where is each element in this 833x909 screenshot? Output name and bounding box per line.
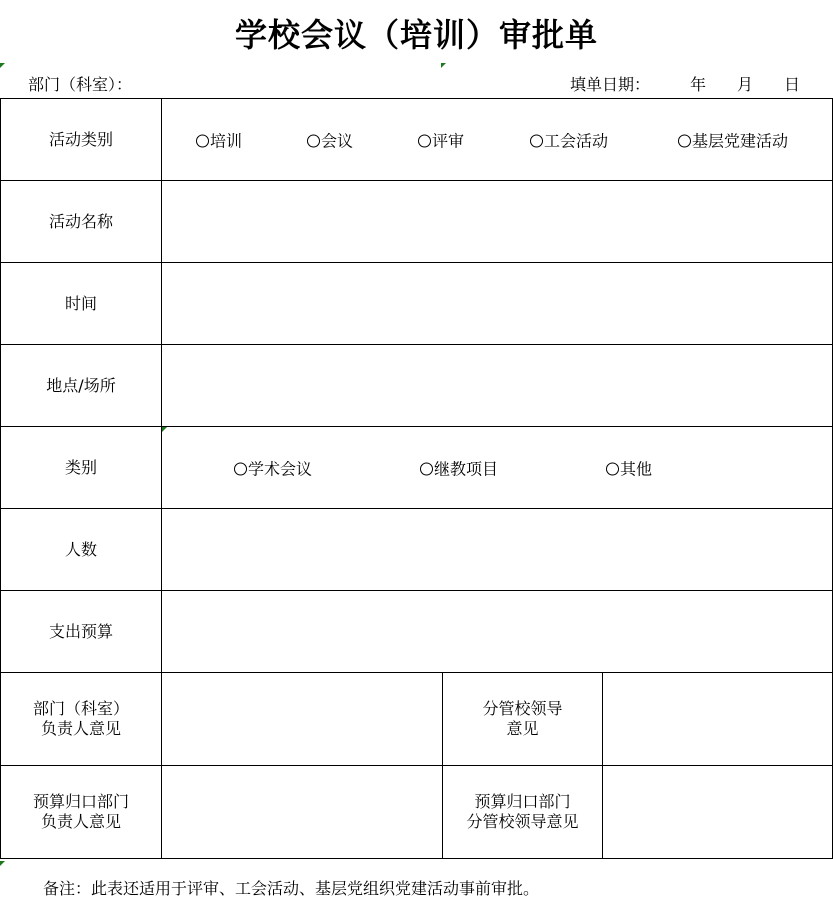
page-title: 学校会议（培训）审批单: [234, 16, 598, 54]
option-meeting[interactable]: 会议: [307, 128, 353, 151]
dept-opinion-field[interactable]: [162, 673, 443, 766]
budget-dept-opinion-label-line1: 预算归口部门: [32, 792, 129, 811]
option-other[interactable]: 其他: [606, 456, 652, 479]
leader-opinion-label-line1: 分管校领导: [482, 699, 563, 718]
leader-opinion-label: [443, 673, 603, 766]
budget-leader-opinion-label: [443, 766, 603, 859]
dept-opinion-label-line2: 负责人意见: [40, 719, 121, 738]
date-year-label: 年: [690, 75, 707, 94]
location-label: 地点/场所: [1, 345, 162, 427]
dept-opinion-row: [1, 673, 833, 766]
category-options: [162, 427, 833, 509]
time-row: [1, 263, 833, 345]
fill-date-label: 填单日期：: [570, 75, 651, 94]
budget-dept-opinion-field[interactable]: [162, 766, 443, 859]
cell-marker: [0, 63, 5, 68]
radio-icon[interactable]: [307, 134, 320, 147]
radio-icon[interactable]: [420, 462, 433, 475]
radio-icon[interactable]: [606, 462, 619, 475]
activity-name-label: 活动名称: [1, 181, 162, 263]
budget-dept-opinion-label: [1, 766, 162, 859]
option-training[interactable]: 培训: [196, 128, 242, 151]
option-union-activity[interactable]: 工会活动: [530, 128, 608, 151]
cell-marker: [441, 63, 446, 68]
headcount-row: [1, 509, 833, 591]
option-cont-education[interactable]: 继教项目: [420, 456, 498, 479]
headcount-field[interactable]: [162, 509, 833, 591]
date-month-label: 月: [737, 75, 754, 94]
radio-icon[interactable]: [196, 134, 209, 147]
footnote: 备注：此表还适用于评审、工会活动、基层党组织党建活动事前审批。: [43, 879, 540, 898]
option-party-building[interactable]: 基层党建活动: [678, 128, 788, 151]
budget-field[interactable]: [162, 591, 833, 673]
activity-type-label: 活动类别: [1, 99, 162, 181]
leader-opinion-label-line2: 意见: [506, 719, 539, 738]
activity-name-field[interactable]: [162, 181, 833, 263]
radio-icon[interactable]: [678, 134, 691, 147]
budget-leader-opinion-field[interactable]: [603, 766, 833, 859]
headcount-label: 人数: [1, 509, 162, 591]
dept-opinion-label: [1, 673, 162, 766]
budget-dept-opinion-row: [1, 766, 833, 859]
budget-dept-opinion-label-line2: 负责人意见: [40, 812, 121, 831]
date-day-label: 日: [784, 75, 801, 94]
budget-leader-opinion-label-line1: 预算归口部门: [474, 792, 571, 811]
activity-type-row: [1, 99, 833, 181]
dept-opinion-label-line1: 部门（科室）: [32, 699, 129, 718]
location-row: [1, 345, 833, 427]
time-field[interactable]: [162, 263, 833, 345]
budget-leader-opinion-label-line2: 分管校领导意见: [466, 812, 579, 831]
radio-icon[interactable]: [418, 134, 431, 147]
cell-marker: [0, 861, 5, 866]
leader-opinion-field[interactable]: [603, 673, 833, 766]
approval-form-table: [0, 98, 833, 859]
radio-icon[interactable]: [234, 462, 247, 475]
budget-row: [1, 591, 833, 673]
location-field[interactable]: [162, 345, 833, 427]
activity-type-options: [162, 99, 833, 181]
activity-name-row: [1, 181, 833, 263]
department-label: 部门（科室）：: [28, 75, 133, 94]
radio-icon[interactable]: [530, 134, 543, 147]
category-label: 类别: [1, 427, 162, 509]
category-row: [1, 427, 833, 509]
budget-label: 支出预算: [1, 591, 162, 673]
option-review[interactable]: 评审: [418, 128, 464, 151]
option-academic-meeting[interactable]: 学术会议: [234, 456, 312, 479]
time-label: 时间: [1, 263, 162, 345]
